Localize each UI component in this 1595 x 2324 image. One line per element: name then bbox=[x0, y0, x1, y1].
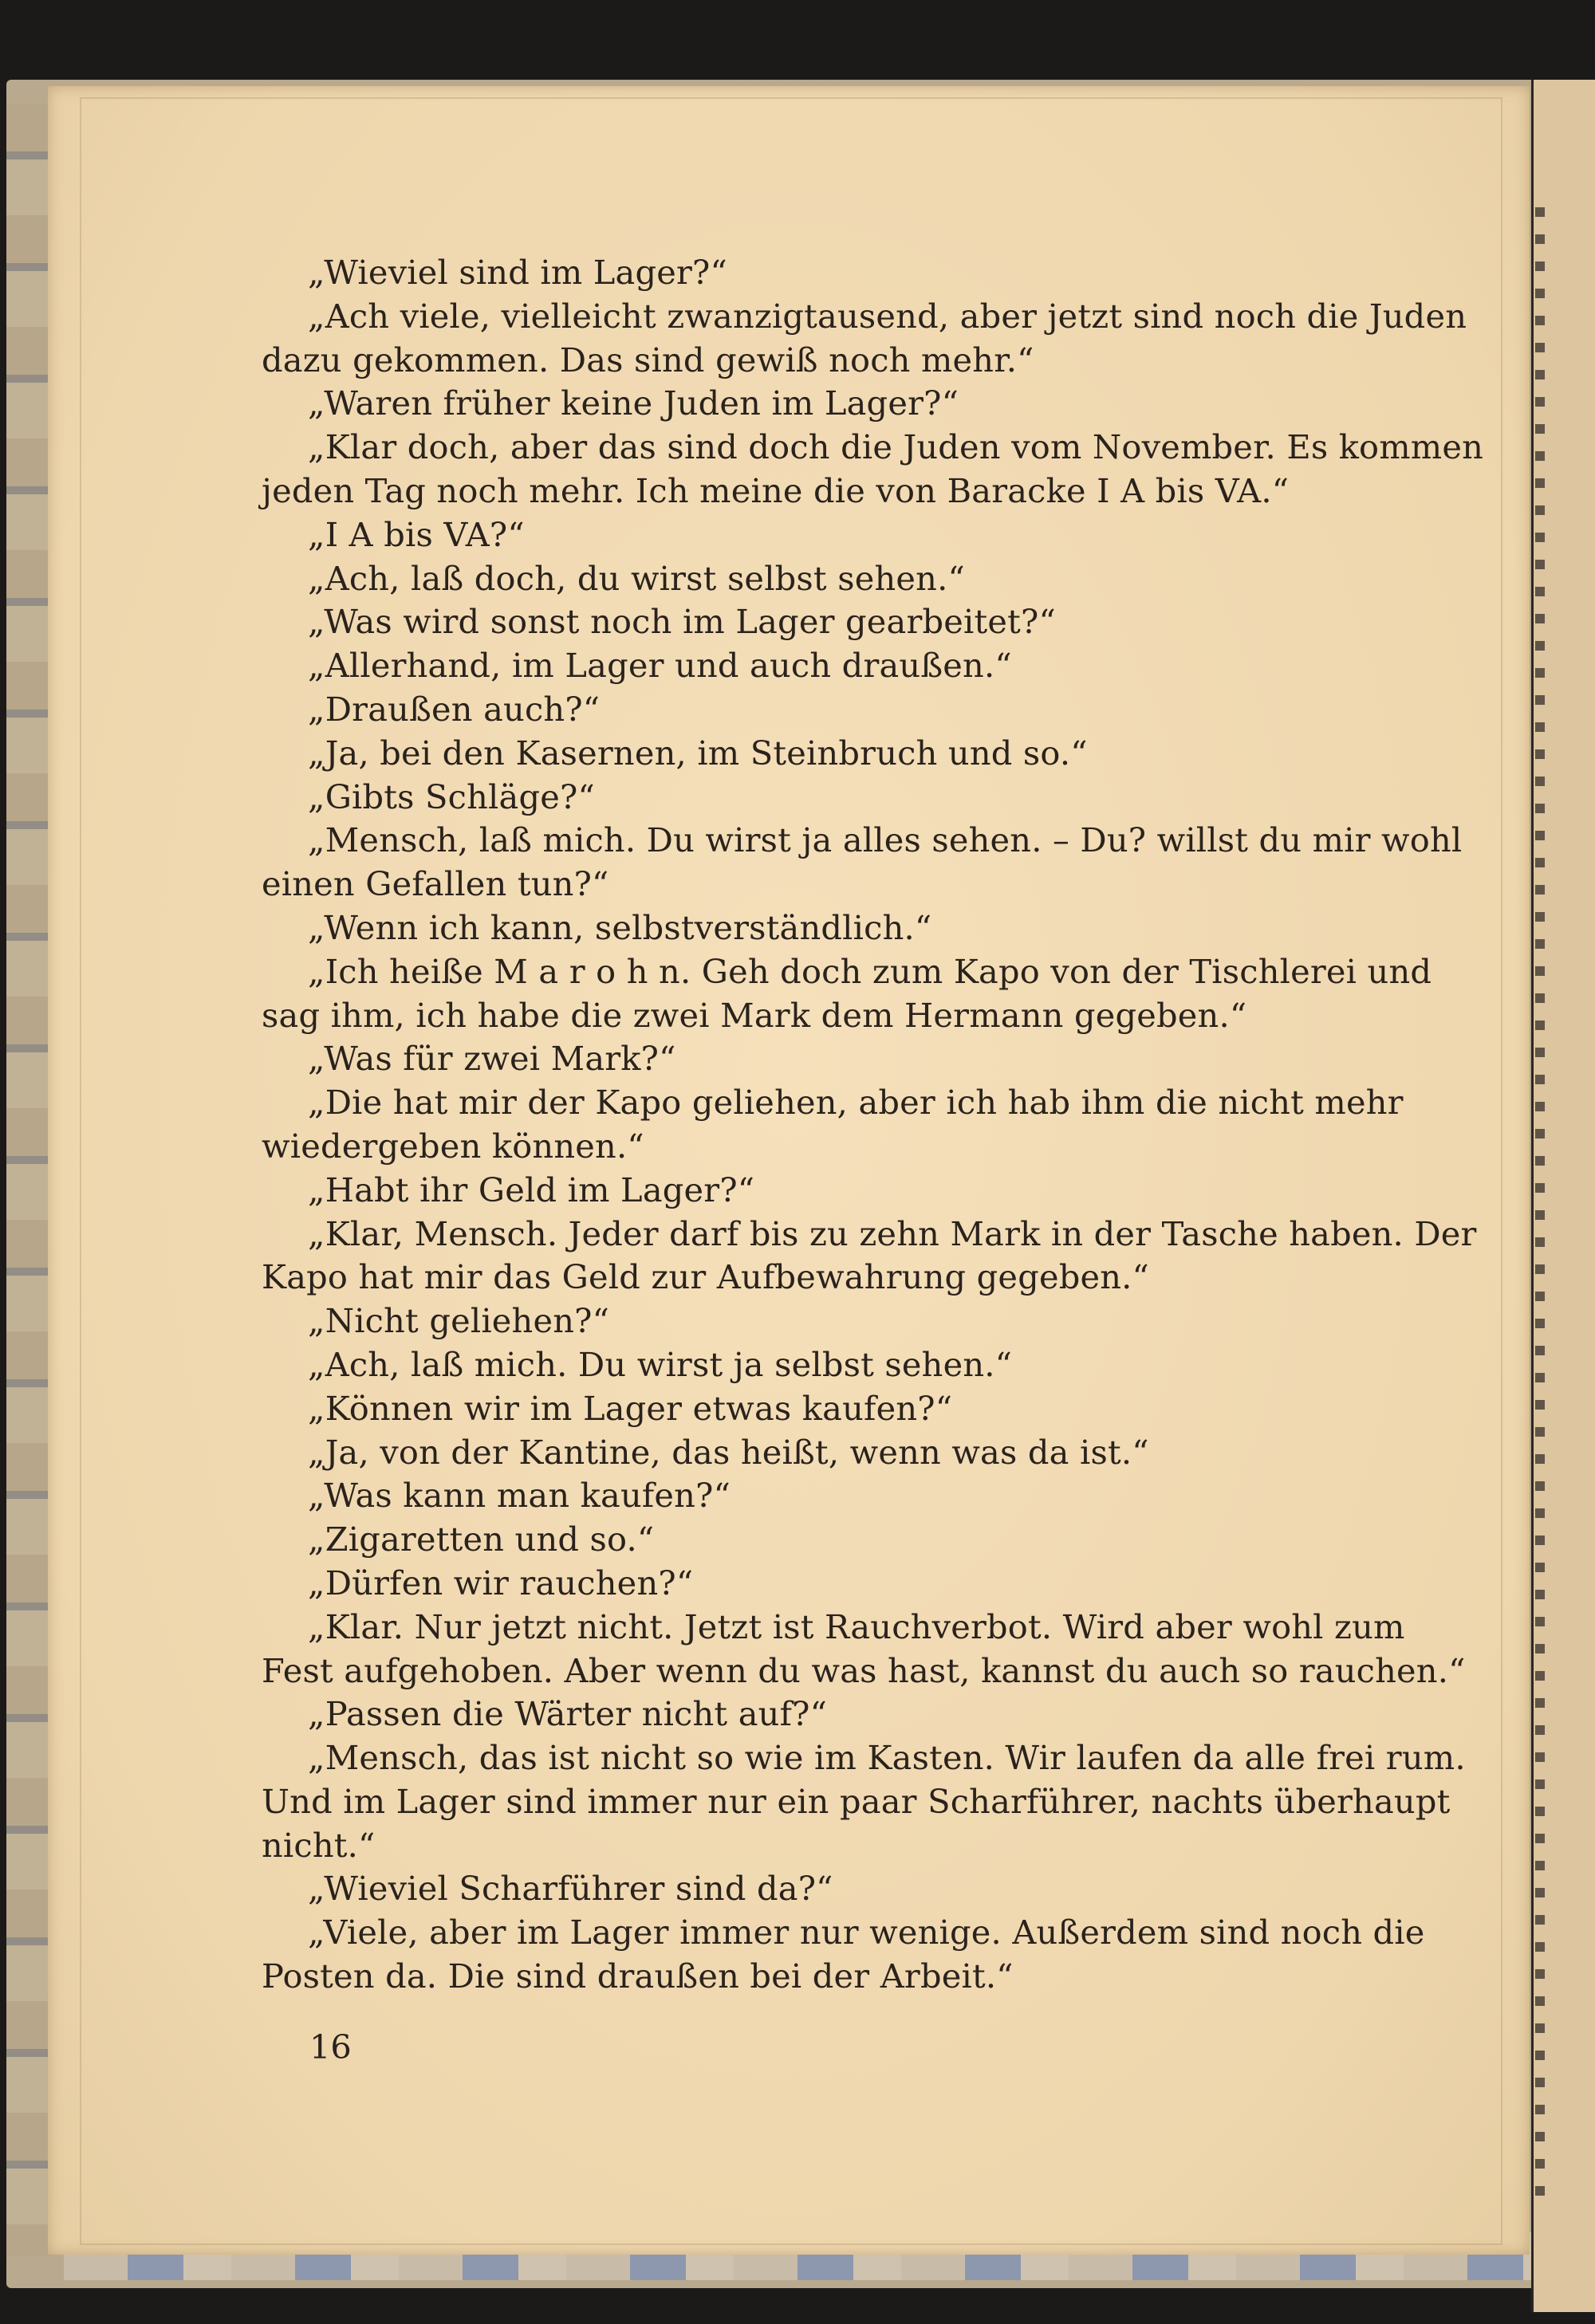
text-line: „Ja, von der Kantine, das heißt, wenn was da ist.“ bbox=[308, 1432, 1149, 1472]
text-line: „Zigaretten und so.“ bbox=[308, 1520, 655, 1559]
text-line: „Viele, aber im Lager immer nur wenige. Außerdem sind noch die bbox=[308, 1913, 1425, 1952]
text-line: „Dürfen wir rauchen?“ bbox=[308, 1563, 694, 1602]
text-line: „Klar doch, aber das sind doch die Juden vom November. Es kommen bbox=[308, 427, 1484, 467]
text-line: „Ich heiße M a r o h n. Geh doch zum Kapo von der Tischlerei und bbox=[308, 951, 1432, 991]
text-line: Kapo hat mir das Geld zur Aufbewahrung gegeben.“ bbox=[262, 1257, 1149, 1297]
text-line: „Habt ihr Geld im Lager?“ bbox=[308, 1170, 755, 1209]
stitching-marks bbox=[1535, 207, 1545, 2200]
text-line: „Wieviel Scharführer sind da?“ bbox=[308, 1869, 833, 1909]
text-line: „Passen die Wärter nicht auf?“ bbox=[308, 1694, 827, 1734]
text-line: „Nicht geliehen?“ bbox=[308, 1301, 610, 1341]
text-line: „Klar. Nur jetzt nicht. Jetzt ist Rauchverbot. Wird aber wohl zum bbox=[308, 1606, 1405, 1646]
text-line: „Mensch, das ist nicht so wie im Kasten. Wir laufen da alle frei rum. bbox=[308, 1738, 1466, 1778]
text-line: „Wenn ich kann, selbstverständlich.“ bbox=[308, 907, 932, 947]
text-line: „Die hat mir der Kapo geliehen, aber ich hab ihm die nicht mehr bbox=[308, 1083, 1404, 1123]
text-line: „I A bis VA?“ bbox=[308, 514, 525, 554]
text-line: nicht.“ bbox=[262, 1825, 376, 1865]
text-line: dazu gekommen. Das sind gewiß noch mehr.“ bbox=[262, 340, 1034, 379]
text-line: wiedergeben können.“ bbox=[262, 1126, 644, 1166]
cover-binding-left bbox=[6, 104, 51, 2256]
text-line: jeden Tag noch mehr. Ich meine die von Baracke I A bis VA.“ bbox=[262, 470, 1290, 510]
text-line: „Können wir im Lager etwas kaufen?“ bbox=[308, 1388, 953, 1428]
page-number: 16 bbox=[309, 2027, 352, 2066]
text-line: „Ach, laß doch, du wirst selbst sehen.“ bbox=[308, 558, 965, 598]
text-line: Und im Lager sind immer nur ein paar Scharführer, nachts überhaupt bbox=[262, 1781, 1451, 1821]
text-line: Posten da. Die sind draußen bei der Arbeit.“ bbox=[262, 1956, 1014, 1996]
text-line: „Gibts Schläge?“ bbox=[308, 777, 595, 816]
text-line: „Ja, bei den Kasernen, im Steinbruch und so.“ bbox=[308, 733, 1088, 773]
text-line: „Waren früher keine Juden im Lager?“ bbox=[308, 383, 959, 423]
text-line: „Allerhand, im Lager und auch draußen.“ bbox=[308, 646, 1012, 686]
text-line: „Wieviel sind im Lager?“ bbox=[308, 253, 727, 292]
text-line: „Ach viele, vielleicht zwanzigtausend, aber jetzt sind noch die Juden bbox=[308, 296, 1467, 336]
text-line: „Klar, Mensch. Jeder darf bis zu zehn Mark in der Tasche haben. Der bbox=[308, 1213, 1477, 1253]
text-line: „Ach, laß mich. Du wirst ja selbst sehen.“ bbox=[308, 1344, 1013, 1384]
text-line: „Was für zwei Mark?“ bbox=[308, 1039, 676, 1079]
text-line: Fest aufgehoben. Aber wenn du was hast, kannst du auch so rauchen.“ bbox=[262, 1650, 1466, 1690]
text-line: „Mensch, laß mich. Du wirst ja alles sehen. – Du? willst du mir wohl bbox=[308, 820, 1463, 860]
text-line: sag ihm, ich habe die zwei Mark dem Hermann gegeben.“ bbox=[262, 995, 1247, 1035]
text-line: einen Gefallen tun?“ bbox=[262, 864, 609, 904]
text-line: „Draußen auch?“ bbox=[308, 689, 601, 729]
body-text bbox=[262, 251, 1484, 1999]
text-line: „Was kann man kaufen?“ bbox=[308, 1476, 731, 1516]
text-line: „Was wird sonst noch im Lager gearbeitet?“ bbox=[308, 602, 1056, 642]
